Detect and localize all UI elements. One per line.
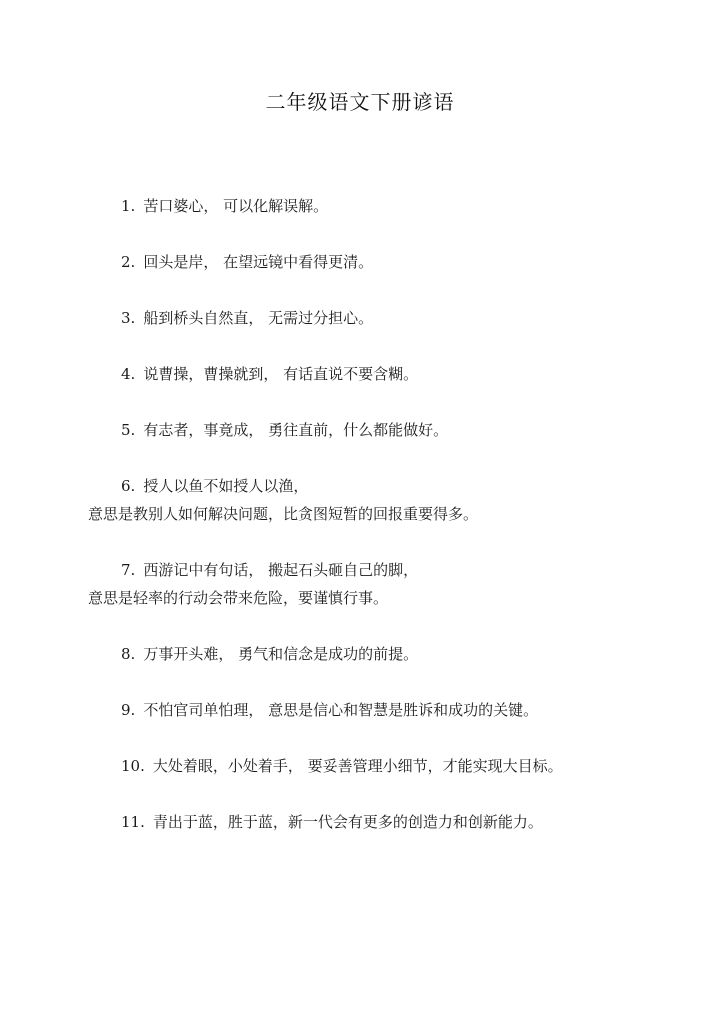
list-item (0, 556, 720, 612)
item-number: 4. (121, 365, 136, 383)
item-text: 船到桥头自然直， 无需过分担心。 (143, 309, 374, 327)
item-text: 苦口婆心， 可以化解误解。 (143, 197, 329, 215)
list-item (0, 416, 720, 444)
list-item (0, 248, 720, 276)
item-number: 2. (121, 253, 136, 271)
item-number: 9. (121, 701, 136, 719)
item-number: 3. (121, 309, 136, 327)
item-text: 万事开头难， 勇气和信念是成功的前提。 (143, 645, 419, 663)
proverb-list (0, 192, 720, 836)
list-item (0, 360, 720, 388)
item-text: 说曹操，曹操就到， 有话直说不要含糊。 (143, 365, 419, 383)
list-item (0, 304, 720, 332)
item-text: 有志者，事竟成， 勇往直前，什么都能做好。 (143, 421, 449, 439)
list-item (0, 696, 720, 724)
item-number: 10. (121, 757, 145, 775)
item-number: 11. (121, 813, 145, 831)
item-number: 7. (121, 561, 136, 579)
item-number: 8. (121, 645, 136, 663)
list-item (0, 472, 720, 528)
list-item (0, 192, 720, 220)
item-continuation: 意思是教别人如何解决问题，比贪图短暂的回报重要得多。 (88, 505, 479, 523)
item-text: 授人以鱼不如授人以渔， (143, 477, 309, 495)
item-text: 回头是岸， 在望远镜中看得更清。 (143, 253, 374, 271)
item-text: 大处着眼，小处着手， 要妥善管理小细节，才能实现大目标。 (152, 757, 563, 775)
list-item (0, 808, 720, 836)
item-text: 青出于蓝，胜于蓝，新一代会有更多的创造力和创新能力。 (152, 813, 543, 831)
item-number: 5. (121, 421, 136, 439)
list-item (0, 640, 720, 668)
item-continuation: 意思是轻率的行动会带来危险，要谨慎行事。 (88, 589, 389, 607)
item-text: 不怕官司单怕理， 意思是信心和智慧是胜诉和成功的关键。 (143, 701, 539, 719)
item-number: 6. (121, 477, 136, 495)
list-item (0, 752, 720, 780)
page-title: 二年级语文下册谚语 (265, 90, 455, 114)
item-text: 西游记中有句话， 搬起石头砸自己的脚， (143, 561, 419, 579)
item-number: 1. (121, 197, 136, 215)
